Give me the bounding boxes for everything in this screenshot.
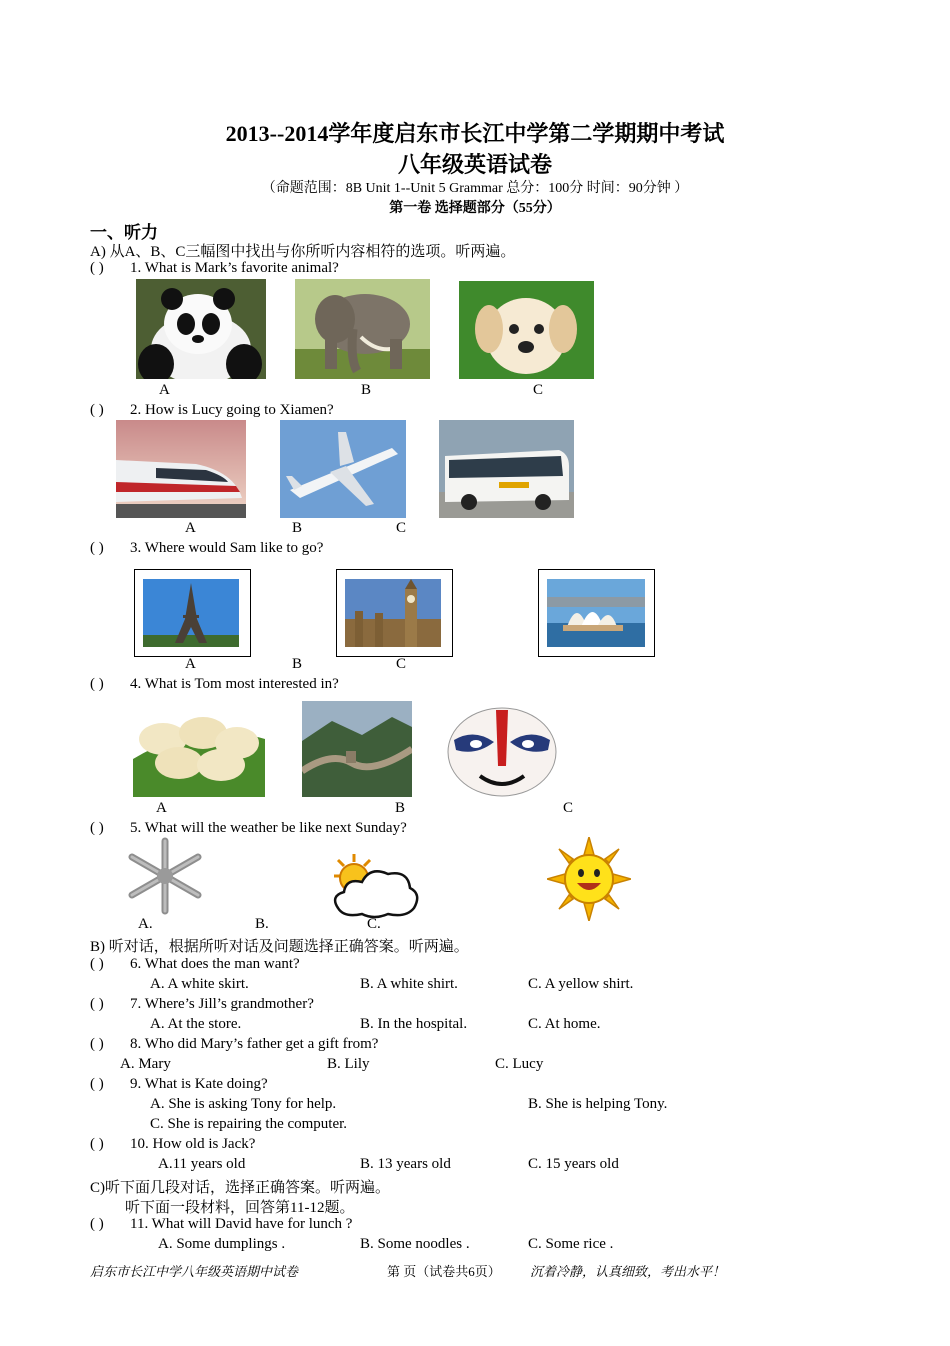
option-label-c: C (533, 382, 544, 398)
answer-bracket: ( ) (90, 1216, 104, 1232)
question-5: 5. What will the weather be like next Sunday? (130, 820, 407, 836)
puppy-image (459, 281, 594, 379)
answer-bracket: ( ) (90, 956, 104, 972)
bullet-train-image (116, 420, 246, 518)
footer-school: 启东市长江中学八年级英语期中试卷 (90, 1264, 299, 1279)
option-c: C. 15 years old (528, 1156, 619, 1172)
question-9: 9. What is Kate doing? (130, 1076, 268, 1092)
option-b: B. Lily (327, 1056, 370, 1072)
option-b: B. Some noodles . (360, 1236, 470, 1252)
answer-bracket: ( ) (90, 1136, 104, 1152)
section-b-instruction: B) 听对话，根据所听对话及问题选择正确答案。听两遍。 (90, 939, 469, 955)
exam-title: 2013--2014学年度启东市长江中学第二学期期中考试 (225, 121, 725, 146)
opera-mask-image (446, 706, 558, 798)
answer-bracket: ( ) (90, 676, 104, 692)
section-a-instruction: A) 从A、B、C三幅图中找出与你所听内容相符的选项。听两遍。 (90, 244, 516, 260)
exam-scope: （命题范围：8B Unit 1--Unit 5 Grammar 总分：100分 时间：90分钟 ） (261, 181, 689, 196)
option-c: C. At home. (528, 1016, 601, 1032)
cloudy-sun-icon (328, 852, 422, 920)
option-label-b: B (361, 382, 372, 398)
image-frame-a (134, 569, 251, 657)
option-a: A. She is asking Tony for help. (150, 1096, 337, 1112)
question-1: 1. What is Mark’s favorite animal? (130, 260, 339, 276)
eiffel-tower-image (143, 579, 239, 647)
option-label-c: C (396, 520, 407, 536)
option-b: B. A white shirt. (360, 976, 458, 992)
option-label-c: C (396, 656, 407, 672)
option-c: C. Lucy (495, 1056, 544, 1072)
option-label-a: A. (138, 916, 153, 932)
answer-bracket: ( ) (90, 540, 104, 556)
option-a: A. At the store. (150, 1016, 242, 1032)
answer-bracket: ( ) (90, 820, 104, 836)
answer-bracket: ( ) (90, 996, 104, 1012)
option-b: B. She is helping Tony. (528, 1096, 668, 1112)
sun-icon (547, 837, 631, 921)
footer-motto: 沉着冷静，认真细致，考出水平！ (530, 1264, 726, 1279)
answer-bracket: ( ) (90, 1036, 104, 1052)
answer-bracket: ( ) (90, 260, 104, 276)
option-c: C. She is repairing the computer. (150, 1116, 348, 1132)
option-label-a: A (185, 656, 196, 672)
option-label-a: A (159, 382, 170, 398)
panda-image (136, 279, 266, 379)
option-label-a: A (156, 800, 167, 816)
option-a: A.11 years old (158, 1156, 246, 1172)
option-b: B. In the hospital. (360, 1016, 468, 1032)
option-label-c: C. (367, 916, 381, 932)
question-2: 2. How is Lucy going to Xiamen? (130, 402, 334, 418)
option-c: C. Some rice . (528, 1236, 614, 1252)
question-3: 3. Where would Sam like to go? (130, 540, 324, 556)
elephant-image (295, 279, 430, 379)
coach-bus-image (439, 420, 574, 518)
question-4: 4. What is Tom most interested in? (130, 676, 339, 692)
exam-subtitle: 八年级英语试卷 (397, 152, 552, 177)
image-frame-b (336, 569, 453, 657)
option-label-b: B (292, 520, 303, 536)
section-heading: 一、听力 (90, 223, 158, 242)
snowflake-icon (120, 837, 210, 915)
option-c: C. A yellow shirt. (528, 976, 634, 992)
section-c-subinstruction: 听下面一段材料，回答第11-12题。 (125, 1200, 355, 1216)
footer-page: 第 页（试卷共6页） (387, 1264, 501, 1279)
option-a: A. Mary (120, 1056, 171, 1072)
dumplings-image (133, 699, 265, 797)
question-6: 6. What does the man want? (130, 956, 300, 972)
option-label-b: B. (255, 916, 269, 932)
section-c-instruction: C)听下面几段对话，选择正确答案。听两遍。 (90, 1180, 391, 1196)
part-one-heading: 第一卷 选择题部分（55分） (389, 201, 561, 216)
sydney-opera-house-image (547, 579, 645, 647)
option-a: A. Some dumplings . (158, 1236, 286, 1252)
question-8: 8. Who did Mary’s father get a gift from? (130, 1036, 379, 1052)
option-label-a: A (185, 520, 196, 536)
question-10: 10. How old is Jack? (130, 1136, 256, 1152)
great-wall-image (302, 701, 412, 797)
question-7: 7. Where’s Jill’s grandmother? (130, 996, 314, 1012)
option-b: B. 13 years old (360, 1156, 451, 1172)
airplane-image (280, 420, 406, 518)
option-label-c: C (563, 800, 574, 816)
option-label-b: B (395, 800, 406, 816)
image-frame-c (538, 569, 655, 657)
big-ben-image (345, 579, 441, 647)
question-11: 11. What will David have for lunch ? (130, 1216, 353, 1232)
answer-bracket: ( ) (90, 402, 104, 418)
option-a: A. A white skirt. (150, 976, 249, 992)
answer-bracket: ( ) (90, 1076, 104, 1092)
option-label-b: B (292, 656, 303, 672)
